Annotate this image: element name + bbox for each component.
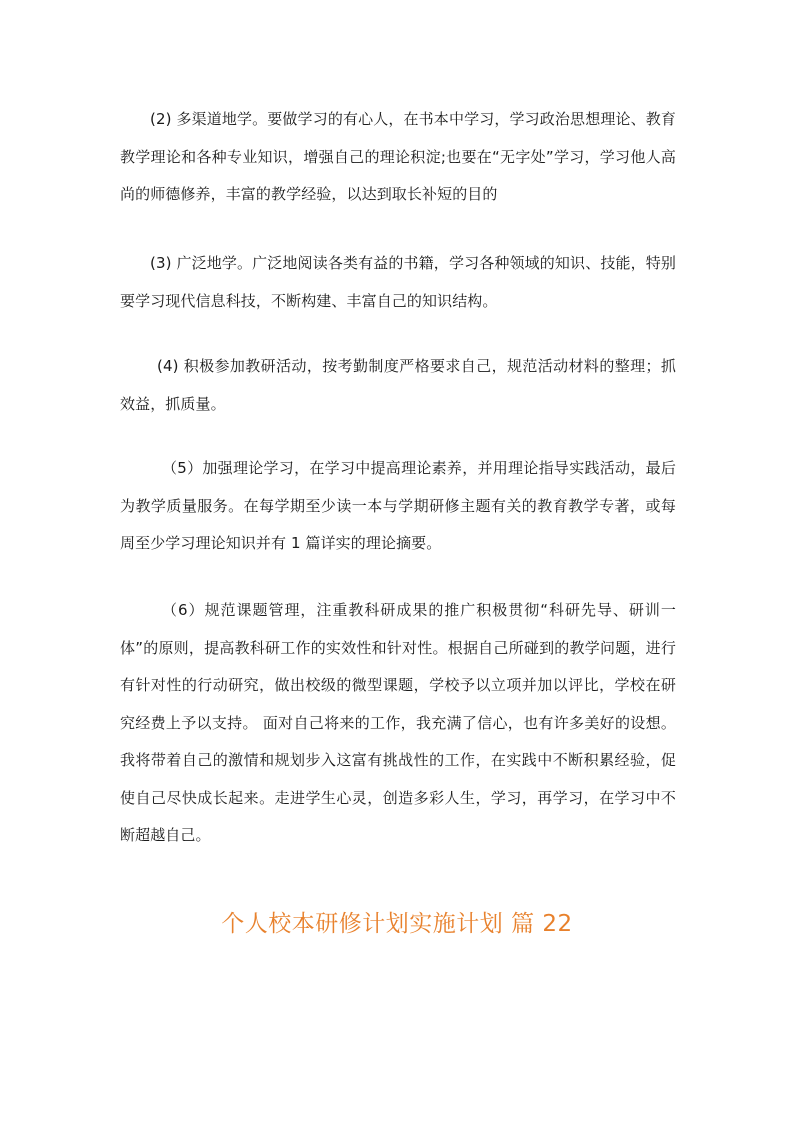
paragraph-item-2: (2) 多渠道地学。要做学习的有心人，在书本中学习，学习政治思想理论、教育教学理论和各种专业知识，增强自己的理论积淀;也要在“无字处”学习，学习他人高尚的师德修养，丰富的教学经验，以达到取长补短的目的: [120, 110, 676, 203]
paragraph-item-5: （5）加强理论学习，在学习中提高理论素养，并用理论指导实践活动，最后为教学质量服务。在每学期至少读一本与学期研修主题有关的教育教学专著，或每周至少学习理论知识并有 1 篇详实的理论摘要。: [120, 459, 676, 552]
paragraph-item-6: （6）规范课题管理，注重教科研成果的推广积极贯彻“科研先导、研训一体”的原则，提高教科研工作的实效性和针对性。根据自己所碰到的教学问题，进行有针对性的行动研究，做出校级的微型课题，学校予以立项并加以评比，学校在研究经费上予以支持。 面对自己将来的工作，我充满了信心，也有许多美好的设想。我将带着自己的激情和规划步入这富有挑战性的工作，在实践中不断积累经验，促使自己尽快成长起来。走进学生心灵，创造多彩人生，学习，再学习，在学习中不断超越自己。: [120, 601, 676, 844]
paragraph-item-4: (4) 积极参加教研活动，按考勤制度严格要求自己，规范活动材料的整理；抓效益，抓质量。: [120, 357, 676, 413]
section-heading: 个人校本研修计划实施计划 篇 22: [221, 911, 573, 937]
paragraph-item-3: (3) 广泛地学。广泛地阅读各类有益的书籍，学习各种领域的知识、技能，特别要学习现代信息科技，不断构建、丰富自己的知识结构。: [120, 254, 676, 310]
